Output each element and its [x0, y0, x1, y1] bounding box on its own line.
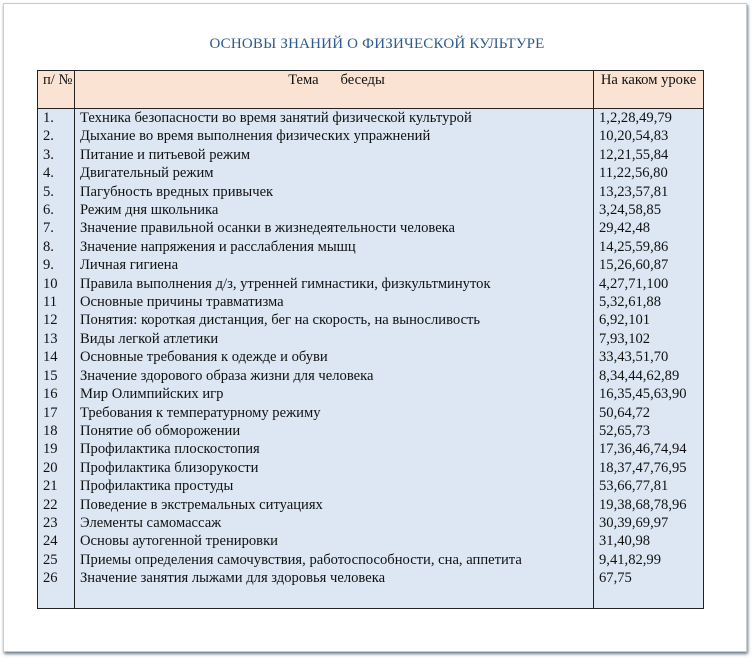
row-topic: Виды легкой атлетики — [75, 330, 594, 348]
row-number: 11 — [38, 293, 75, 311]
row-lessons: 1,2,28,49,79 — [594, 109, 704, 128]
table-row — [38, 127, 704, 145]
row-number: 21 — [38, 477, 75, 495]
table-row — [38, 569, 704, 587]
row-number: 3. — [38, 146, 75, 164]
row-topic: Двигательный режим — [75, 164, 594, 182]
row-lessons: 14,25,59,86 — [594, 238, 704, 256]
table-row — [38, 422, 704, 440]
row-topic: Основные причины травматизма — [75, 293, 594, 311]
row-topic: Значение напряжения и расслабления мышц — [75, 238, 594, 256]
table-row — [38, 385, 704, 403]
row-number: 9. — [38, 256, 75, 274]
row-lessons: 29,42,48 — [594, 219, 704, 237]
row-topic: Основы аутогенной тренировки — [75, 532, 594, 550]
row-number: 23 — [38, 514, 75, 532]
table-row — [38, 183, 704, 201]
row-lessons: 19,38,68,78,96 — [594, 496, 704, 514]
row-number: 19 — [38, 440, 75, 458]
empty-cell — [38, 588, 75, 609]
row-number: 24 — [38, 532, 75, 550]
table-row — [38, 164, 704, 182]
row-number: 20 — [38, 459, 75, 477]
table-row — [38, 146, 704, 164]
row-lessons: 5,32,61,88 — [594, 293, 704, 311]
table-row — [38, 551, 704, 569]
row-topic: Режим дня школьника — [75, 201, 594, 219]
row-number: 14 — [38, 348, 75, 366]
row-lessons: 8,34,44,62,89 — [594, 367, 704, 385]
table-row — [38, 293, 704, 311]
empty-cell — [75, 588, 594, 609]
row-number: 1. — [38, 109, 75, 128]
row-number: 6. — [38, 201, 75, 219]
row-lessons: 31,40,98 — [594, 532, 704, 550]
table-header — [38, 71, 704, 109]
row-lessons: 50,64,72 — [594, 404, 704, 422]
table-row — [38, 496, 704, 514]
row-number: 12 — [38, 311, 75, 329]
row-lessons: 4,27,71,100 — [594, 275, 704, 293]
row-lessons: 53,66,77,81 — [594, 477, 704, 495]
empty-cell — [594, 588, 704, 609]
row-number: 18 — [38, 422, 75, 440]
table-row — [38, 275, 704, 293]
row-topic: Значение правильной осанки в жизнедеятельности человека — [75, 219, 594, 237]
row-topic: Питание и питьевой режим — [75, 146, 594, 164]
row-lessons: 30,39,69,97 — [594, 514, 704, 532]
row-lessons: 18,37,47,76,95 — [594, 459, 704, 477]
table-row — [38, 459, 704, 477]
row-lessons: 17,36,46,74,94 — [594, 440, 704, 458]
table-row — [38, 256, 704, 274]
row-topic: Личная гигиена — [75, 256, 594, 274]
table-row — [38, 348, 704, 366]
row-topic: Значение здорового образа жизни для человека — [75, 367, 594, 385]
row-topic: Профилактика близорукости — [75, 459, 594, 477]
row-lessons: 3,24,58,85 — [594, 201, 704, 219]
empty-row — [38, 588, 704, 609]
table-row — [38, 532, 704, 550]
row-topic: Профилактика плоскостопия — [75, 440, 594, 458]
row-number: 8. — [38, 238, 75, 256]
row-number: 15 — [38, 367, 75, 385]
row-lessons: 52,65,73 — [594, 422, 704, 440]
row-lessons: 16,35,45,63,90 — [594, 385, 704, 403]
row-topic: Поведение в экстремальных ситуациях — [75, 496, 594, 514]
table-row — [38, 238, 704, 256]
row-number: 17 — [38, 404, 75, 422]
row-lessons: 13,23,57,81 — [594, 183, 704, 201]
row-lessons: 15,26,60,87 — [594, 256, 704, 274]
row-number: 4. — [38, 164, 75, 182]
row-number: 2. — [38, 127, 75, 145]
topics-table — [37, 70, 704, 609]
header-num: п/ № — [38, 71, 75, 109]
header-topic: Тема беседы — [75, 71, 594, 109]
row-number: 25 — [38, 551, 75, 569]
row-lessons: 9,41,82,99 — [594, 551, 704, 569]
row-lessons: 6,92,101 — [594, 311, 704, 329]
table-row — [38, 219, 704, 237]
row-topic: Пагубность вредных привычек — [75, 183, 594, 201]
header-lesson: На каком уроке — [594, 71, 704, 109]
table-row — [38, 109, 704, 128]
row-topic: Элементы самомассаж — [75, 514, 594, 532]
table-row — [38, 477, 704, 495]
table-row — [38, 404, 704, 422]
row-number: 22 — [38, 496, 75, 514]
row-topic: Основные требования к одежде и обуви — [75, 348, 594, 366]
row-topic: Значение занятия лыжами для здоровья человека — [75, 569, 594, 587]
row-number: 26 — [38, 569, 75, 587]
row-topic: Техника безопасности во время занятий физической культурой — [75, 109, 594, 128]
row-number: 16 — [38, 385, 75, 403]
row-topic: Правила выполнения д/з, утренней гимнастики, физкультминуток — [75, 275, 594, 293]
table-row — [38, 440, 704, 458]
row-lessons: 11,22,56,80 — [594, 164, 704, 182]
row-number: 13 — [38, 330, 75, 348]
row-lessons: 12,21,55,84 — [594, 146, 704, 164]
table-row — [38, 201, 704, 219]
row-topic: Дыхание во время выполнения физических упражнений — [75, 127, 594, 145]
row-topic: Понятие об обморожении — [75, 422, 594, 440]
row-lessons: 7,93,102 — [594, 330, 704, 348]
row-topic: Требования к температурному режиму — [75, 404, 594, 422]
row-lessons: 33,43,51,70 — [594, 348, 704, 366]
row-number: 10 — [38, 275, 75, 293]
row-lessons: 10,20,54,83 — [594, 127, 704, 145]
row-topic: Профилактика простуды — [75, 477, 594, 495]
row-topic: Мир Олимпийских игр — [75, 385, 594, 403]
row-number: 7. — [38, 219, 75, 237]
row-topic: Понятия: короткая дистанция, бег на скорость, на выносливость — [75, 311, 594, 329]
page-title: ОСНОВЫ ЗНАНИЙ О ФИЗИЧЕСКОЙ КУЛЬТУРЕ — [209, 36, 545, 52]
row-topic: Приемы определения самочувствия, работоспособности, сна, аппетита — [75, 551, 594, 569]
table-row — [38, 367, 704, 385]
table-row — [38, 514, 704, 532]
table-row — [38, 311, 704, 329]
row-lessons: 67,75 — [594, 569, 704, 587]
table-row — [38, 330, 704, 348]
row-number: 5. — [38, 183, 75, 201]
